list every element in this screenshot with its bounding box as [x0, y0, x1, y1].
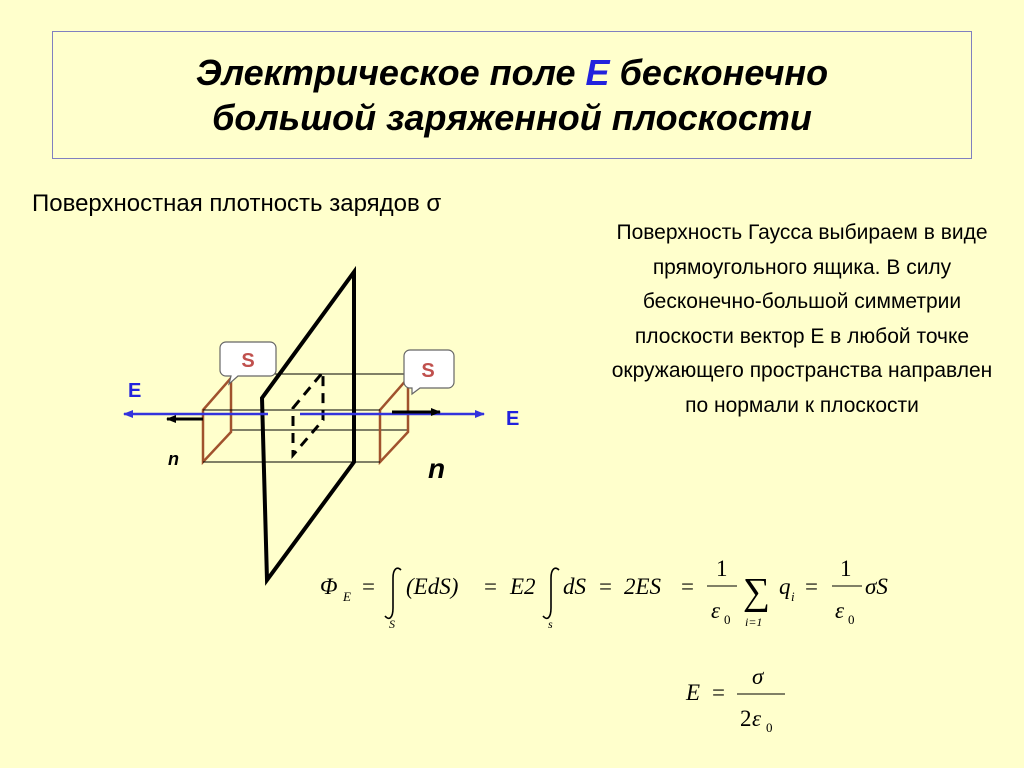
callout-S-right — [404, 350, 454, 394]
callout-S-left-text: S — [241, 350, 255, 372]
f1-tail: σS — [865, 574, 888, 599]
integral-sign-1 — [385, 568, 401, 618]
f2-den-sub: 0 — [766, 720, 773, 735]
f1-eq2: = — [484, 574, 497, 599]
f1-term2: dS — [563, 574, 586, 599]
f1-eq3: = — [599, 574, 612, 599]
field-formula — [685, 664, 785, 735]
f1-eps1: ε — [711, 598, 721, 623]
f1-eq1: = — [362, 574, 375, 599]
surface-density-label: Поверхностная плотность зарядов σ — [32, 190, 442, 217]
box-face-right — [380, 378, 408, 462]
f1-phi: Φ — [320, 574, 338, 599]
label-E-left: E — [128, 380, 142, 402]
f1-sum-lim: i=1 — [745, 615, 763, 629]
charged-plane — [262, 272, 354, 580]
label-n-left: n — [168, 449, 179, 469]
f1-term1: (EdS) — [406, 574, 459, 599]
label-E-right: E — [506, 408, 520, 430]
box-face-left — [203, 378, 231, 462]
title-text-1: Электрическое поле — [195, 52, 586, 93]
f1-frac2-num: 1 — [840, 556, 852, 581]
f1-eps2-sub: 0 — [848, 612, 855, 627]
f1-term3: 2ES — [624, 574, 662, 599]
label-n-right: n — [428, 453, 446, 484]
f1-eq4: = — [681, 574, 694, 599]
title-text-1b: бесконечно — [609, 52, 829, 93]
f1-int1-lim: S — [389, 617, 395, 631]
integral-sign-2 — [543, 568, 559, 618]
f1-q-sub: i — [791, 589, 795, 604]
sum-sign: ∑ — [743, 571, 771, 613]
f1-phi-sub: E — [343, 589, 351, 604]
callout-S-left — [220, 342, 276, 384]
f2-eq: = — [712, 680, 725, 705]
f1-e2: E2 — [510, 574, 536, 599]
gauss-surface-description: Поверхность Гаусса выбираем в виде прямоугольного ящика. В силу бесконечно-большой симметрии плоскости вектор Е в любой точке окружающего пространства направлен по нормали к плоскости — [611, 221, 993, 417]
title-line-2: большой заряженной плоскости — [212, 97, 812, 138]
title-accent-E: E — [585, 52, 610, 93]
gauss-flux-formula — [320, 556, 888, 631]
f2-den-coef: 2 — [740, 706, 752, 731]
f2-lhs: E — [686, 680, 701, 705]
callout-S-right-text: S — [421, 360, 435, 382]
f1-q: q — [779, 574, 791, 599]
f1-int2-lim: s — [548, 617, 553, 631]
f1-eq5: = — [805, 574, 818, 599]
f2-num: σ — [752, 664, 764, 689]
f1-frac1-num: 1 — [716, 556, 728, 581]
f2-den-eps: ε — [752, 706, 762, 731]
f1-eps2: ε — [835, 598, 845, 623]
f1-eps1-sub: 0 — [724, 612, 731, 627]
